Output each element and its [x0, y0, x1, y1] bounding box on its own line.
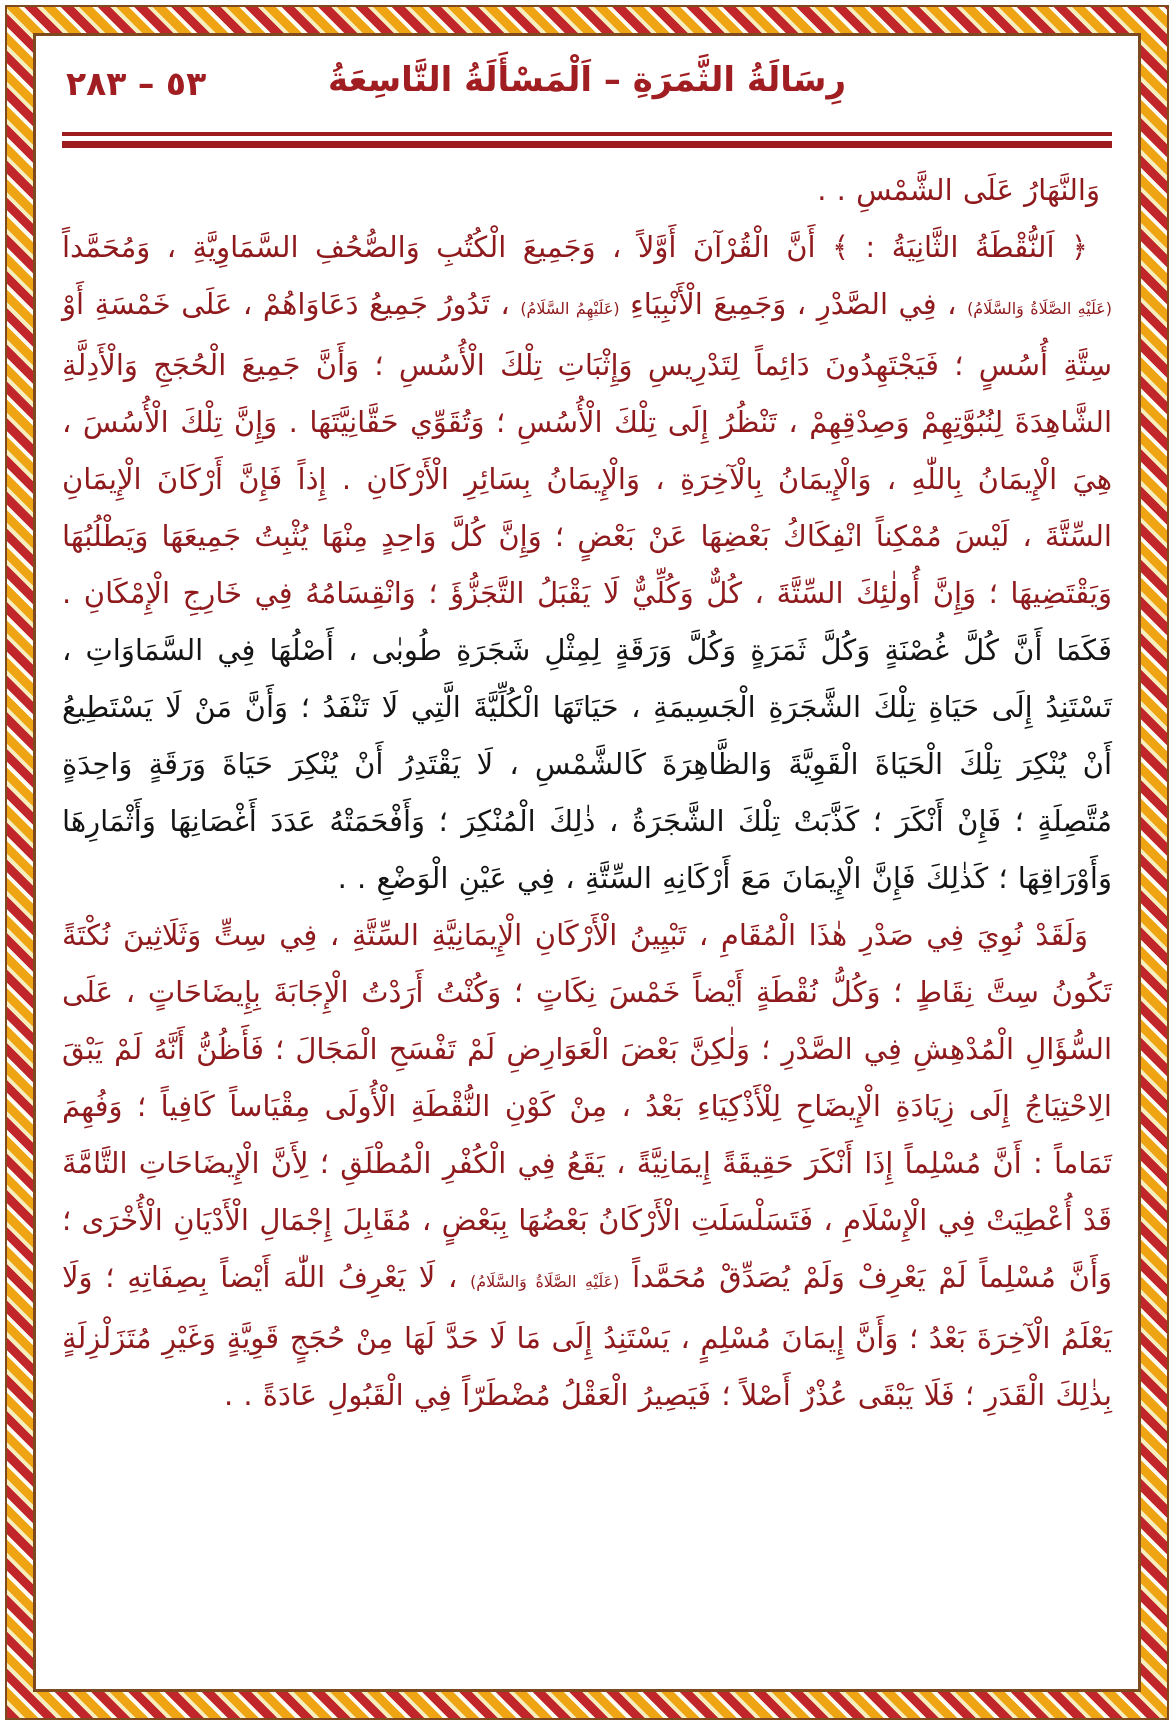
salawat-seal: (عَلَيْهِ الصَّلَاةُ وَالسَّلَامُ) [967, 299, 1113, 318]
paragraph-second-point [62, 219, 1112, 907]
paragraph-continuation-text: وَالنَّهَارُ عَلَى الشَّمْسِ . . [817, 173, 1100, 207]
paragraph-continuation [62, 162, 1112, 219]
second-point-middle-1: ، فِي الصَّدْرِ ، وَجَمِيعَ الْأَنْبِيَاءِ [619, 287, 968, 321]
conclusion-closing: ، لَا يَعْرِفُ اللّٰهَ أَيْضاً بِصِفَاتِهِ ؛ وَلَا يَعْلَمُ الْآخِرَةَ بَعْدُ ؛ وَأَنَّ إِيمَانَ مُسْلِمٍ ، يَسْتَنِدُ إِلَى مَا لَا حَدَّ لَهَا مِنْ حُجَجٍ قَوِيَّةٍ وَغَيْرِ مُتَزَلْزِلَةٍ بِذٰلِكَ الْقَدَرِ ؛ فَلَا يَبْقَى عُذْرٌ أَصْلاً ؛ فَيَصِيرُ الْعَقْلُ مُضْطَرّاً فِي الْقَبُولِ عَادَةً . . [62, 1260, 1112, 1412]
second-point-black-passage: فَكَمَا أَنَّ كُلَّ غُصْنَةٍ وَكُلَّ ثَمَرَةٍ وَكُلَّ وَرَقَةٍ لِمِثْلِ شَجَرَةِ طُوبٰى ، أَصْلُهَا فِي السَّمَاوَاتِ ، تَسْتَنِدُ إِلَى حَيَاةِ تِلْكَ الشَّجَرَةِ الْجَسِيمَةِ ، حَيَاتَهَا الْكُلِّيَّةَ الَّتِي لَا تَنْفَدُ ؛ وَأَنَّ مَنْ لَا يَسْتَطِيعُ أَنْ يُنْكِرَ تِلْكَ الْحَيَاةَ الْقَوِيَّةَ وَالظَّاهِرَةَ كَالشَّمْسِ ، لَا يَقْتَدِرُ أَنْ يُنْكِرَ حَيَاةَ وَرَقَةٍ وَاحِدَةٍ مُتَّصِلَةٍ ؛ فَإِنْ أَنْكَرَ ؛ كَذَّبَتْ تِلْكَ الشَّجَرَةُ ، ذٰلِكَ الْمُنْكِرَ ؛ وَأَفْحَمَتْهُ عَدَدَ أَغْصَانِهَا وَأَثْمَارِهَا وَأَوْرَاقِهَا ؛ كَذٰلِكَ فَإِنَّ الْإِيمَانَ مَعَ أَرْكَانِهِ السِّتَّةِ ، فِي عَيْنِ الْوَضْعِ . . [62, 633, 1112, 895]
alayhim-salam-seal: (عَلَيْهِمُ السَّلَامُ) [520, 299, 620, 318]
page-header [62, 58, 1112, 122]
page-content [36, 36, 1138, 1689]
conclusion-opening: وَلَقَدْ نُوِيَ فِي صَدْرِ هٰذَا الْمُقَامِ ، تَبْيِينُ الْأَرْكَانِ الْإِيمَانِيَّةِ السِّتَّةِ ، فِي سِتٍّ وَثَلَاثِينَ نُكْتَةً تَكُونُ سِتَّ نِقَاطٍ ؛ وَكُلُّ نُقْطَةٍ أَيْضاً خَمْسَ نِكَاتٍ ؛ وَكُنْتُ أَرَدْتُ الْإِجَابَةَ بِإِيضَاحَاتٍ ، عَلَى السُّؤَالِ الْمُدْهِشِ فِي الصَّدْرِ ؛ وَلٰكِنَّ بَعْضَ الْعَوَارِضِ لَمْ تَفْسَحِ الْمَجَالَ ؛ فَأَظُنُّ أَنَّهُ لَمْ يَبْقَ الِاحْتِيَاجُ إِلَى زِيَادَةِ الْإِيضَاحِ لِلْأَذْكِيَاءِ بَعْدُ ، مِنْ كَوْنِ النُّقْطَةِ الْأُولَى مِقْيَاساً كَافِياً ؛ وَفُهِمَ تَمَاماً : أَنَّ مُسْلِماً إِذَا أَنْكَرَ حَقِيقَةً إِيمَانِيَّةً ، يَقَعُ فِي الْكُفْرِ الْمُطْلَقِ ؛ لِأَنَّ الْإِيضَاحَاتِ التَّامَّةَ قَدْ أُعْطِيَتْ فِي الْإِسْلَامِ ، فَتَسَلْسَلَتِ الْأَرْكَانُ بَعْضُهَا بِبَعْضٍ ، مُقَابِلَ إِجْمَالِ الْأَدْيَانِ الْأُخْرَى ؛ وَأَنَّ مُسْلِماً لَمْ يَعْرِفْ وَلَمْ يُصَدِّقْ مُحَمَّداً [62, 918, 1113, 1294]
header-rule-bottom [62, 141, 1112, 148]
second-point-middle-2: ، تَدُورُ جَمِيعُ دَعَاوَاهُمْ ، عَلَى خَمْسَةِ أَوْ سِتَّةِ أُسُسٍ ؛ فَيَجْتَهِدُونَ دَائِماً لِتَدْرِيسِ وَإِثْبَاتِ تِلْكَ الْأُسُسِ ؛ وَأَنَّ جَمِيعَ الْحُجَجِ وَالْأَدِلَّةِ الشَّاهِدَةَ لِنُبُوَّتِهِمْ وَصِدْقِهِمْ ، تَنْظُرُ إِلَى تِلْكَ الْأُسُسِ ؛ وَتُقَوِّي حَقَّانِيَّتَهَا . وَإِنَّ تِلْكَ الْأُسُسَ ، هِيَ الْإِيمَانُ بِاللّٰهِ ، وَالْإِيمَانُ بِالْآخِرَةِ ، وَالْإِيمَانُ بِسَائِرِ الْأَرْكَانِ . إِذاً فَإِنَّ أَرْكَانَ الْإِيمَانِ السِّتَّةَ ، لَيْسَ مُمْكِناً انْفِكَاكُ بَعْضِهَا عَنْ بَعْضٍ ؛ وَإِنَّ كُلَّ وَاحِدٍ مِنْهَا يُثْبِتُ جَمِيعَهَا وَيَطْلُبُهَا وَيَقْتَضِيهَا ؛ وَإِنَّ أُولٰئِكَ السِّتَّةَ ، كُلٌّ وَكُلِّيٌّ لَا يَقْبَلُ التَّجَزُّؤَ ؛ وَانْقِسَامُهُ فِي خَارِجِ الْإِمْكَانِ . [62, 287, 1112, 610]
body-text [62, 162, 1112, 1424]
second-point-opening: ﴿ اَلنُّقْطَةُ الثَّانِيَةُ : ﴾ أَنَّ الْقُرْآنَ أَوَّلاً ، وَجَمِيعَ الْكُتُبِ وَالصُّحُفِ السَّمَاوِيَّةِ ، وَمُحَمَّداً [62, 230, 1088, 264]
page-number: ٥٣ – ٢٨٣ [66, 64, 207, 103]
header-rule-top [62, 132, 1112, 136]
salawat-seal-2: (عَلَيْهِ الصَّلَاةُ وَالسَّلَامُ) [470, 1272, 620, 1291]
page-paper [33, 33, 1141, 1692]
paragraph-conclusion [62, 907, 1112, 1424]
page-title: رِسَالَةُ الثَّمَرَةِ – اَلْمَسْأَلَةُ التَّاسِعَةُ [327, 60, 847, 100]
